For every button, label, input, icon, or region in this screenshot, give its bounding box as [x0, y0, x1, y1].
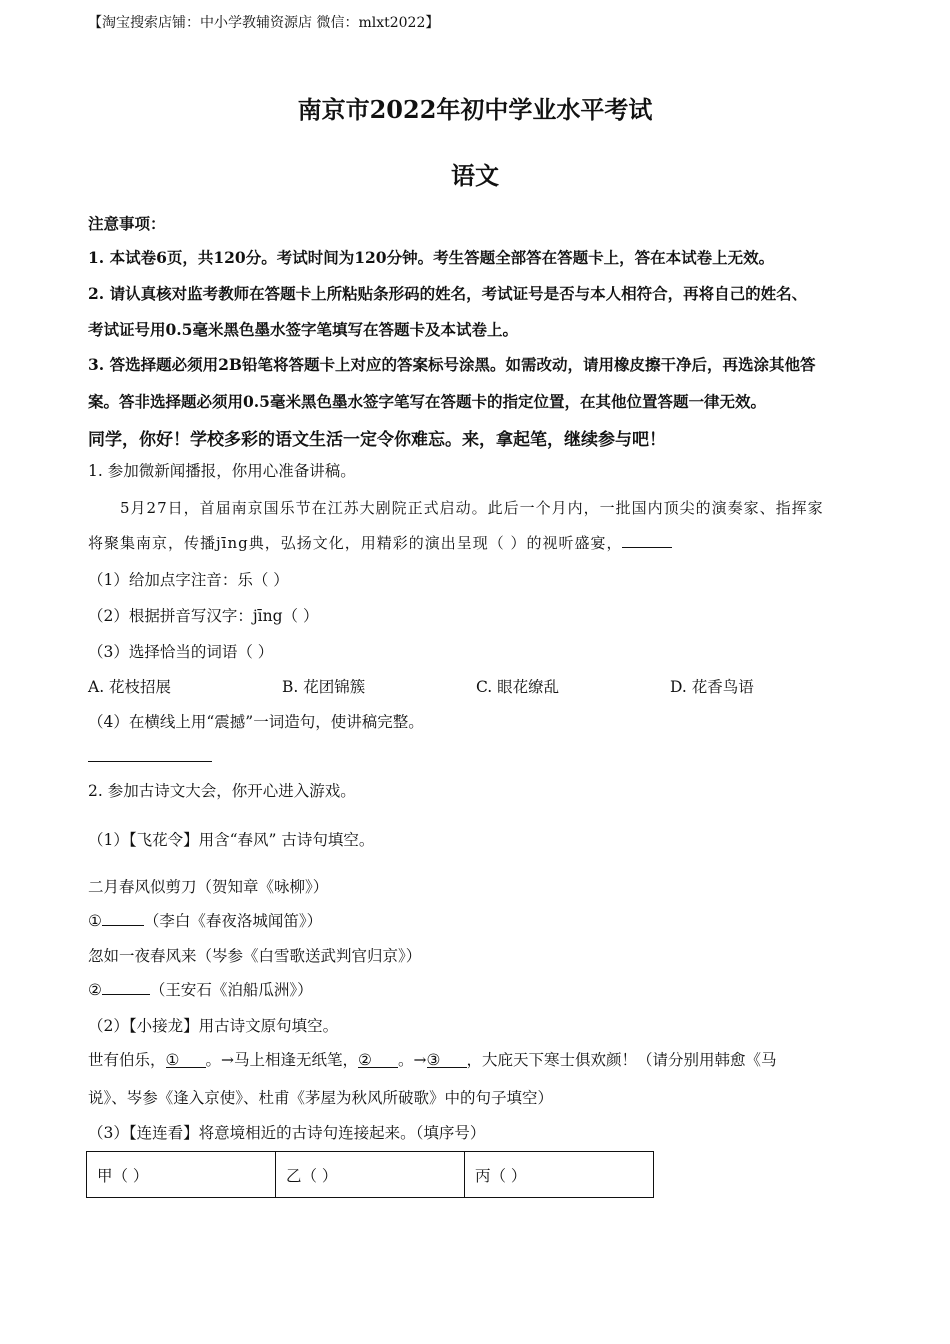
- notice-item-3a: 3. 答选择题必须用2B铅笔将答题卡上对应的答案标号涂黑。如需改动，请用橡皮擦干净后，再选涂其他答: [88, 355, 816, 374]
- blank-marker-2: ②: [88, 981, 102, 999]
- chain-text-c: 。→: [398, 1051, 427, 1069]
- match-cell-bing[interactable]: 丙（ ）: [465, 1152, 654, 1198]
- q1-sub-2: （2）根据拼音写汉字：jīng（ ）: [88, 607, 319, 625]
- match-cell-yi[interactable]: 乙（ ）: [276, 1152, 465, 1198]
- poem-source-1: （李白《春夜洛城闻笛》）: [143, 912, 323, 930]
- q2-chain-line-2: 说》、岑参《逢入京使》、杜甫《茅屋为秋风所破歌》中的句子填空）: [88, 1089, 554, 1107]
- q1-paragraph-line-2: [88, 532, 672, 553]
- chain-blank-3[interactable]: [427, 1051, 467, 1068]
- q2-chain-line-1: [88, 1048, 777, 1070]
- q2-stem: 2. 参加古诗文大会，你开心进入游戏。: [88, 782, 356, 800]
- header-note: 【淘宝搜索店铺：中小学教辅资源店 微信：mlxt2022】: [88, 15, 440, 31]
- q1-sub-1: （1）给加点字注音：乐（ ）: [88, 571, 289, 589]
- q1-paragraph-text: 将聚集南京，传播jīng典，弘扬文化，用精彩的演出呈现（ ）的视听盛宴，: [88, 534, 623, 552]
- notice-item-3b: 案。答非选择题必须用0.5毫米黑色墨水签字笔写在答题卡的指定位置，在其他位置答题一律无效。: [88, 392, 766, 411]
- chain-text-a: 世有伯乐，: [88, 1051, 166, 1069]
- q1-sub-4: （4）在横线上用“震撼”一词造句，使讲稿完整。: [88, 713, 424, 731]
- exam-title: 南京市2022年初中学业水平考试: [297, 95, 653, 124]
- notice-item-2a: 2. 请认真核对监考教师在答题卡上所粘贴条形码的姓名，考试证号是否与本人相符合，再将自己的姓名、: [88, 284, 808, 303]
- chain-marker-1: ①: [165, 1051, 180, 1069]
- q1-option-a: A. 花枝招展: [88, 678, 172, 696]
- exam-subject: 语文: [451, 161, 499, 190]
- chain-text-d: ，大庇天下寒士俱欢颜！（请分别用韩愈《马: [466, 1051, 777, 1069]
- poem-source-2: （王安石《泊船瓜洲》）: [149, 981, 313, 999]
- blank-marker-1: ①: [88, 912, 102, 930]
- poem-blank-1[interactable]: [102, 910, 144, 927]
- match-cell-jia[interactable]: 甲（ ）: [87, 1152, 276, 1198]
- chain-marker-2: ②: [358, 1051, 372, 1069]
- chain-blank-1[interactable]: [166, 1051, 206, 1068]
- notice-heading: 注意事项：: [88, 214, 166, 233]
- notice-item-2b: 考试证号用0.5毫米黑色墨水签字笔填写在答题卡及本试卷上。: [88, 320, 518, 339]
- q1-paragraph-line-1: 5月27日，首届南京国乐节在江苏大剧院正式启动。此后一个月内，一批国内顶尖的演奏家、指挥家: [120, 499, 824, 517]
- notice-item-1: 1. 本试卷6页，共120分。考试时间为120分钟。考生答题全部答在答题卡上，答在本试卷上无效。: [88, 248, 775, 267]
- chain-text-b: 。→马上相逢无纸笔，: [205, 1051, 359, 1069]
- q2-poem-line-1: 二月春风似剪刀（贺知章《咏柳》）: [88, 878, 329, 896]
- q1-sub-3: （3）选择恰当的词语（ ）: [88, 643, 274, 661]
- chain-blank-2[interactable]: [358, 1051, 398, 1068]
- q2-poem-line-3: 忽如一夜春风来（岑参《白雪歌送武判官归京》）: [88, 947, 422, 965]
- q2-sub-1: （1）【飞花令】用含“春风” 古诗句填空。: [88, 831, 375, 849]
- q2-poem-line-4: [88, 978, 313, 1000]
- q1-option-c: C. 眼花缭乱: [476, 678, 560, 696]
- poem-blank-2[interactable]: [102, 979, 150, 996]
- chain-marker-3: ③: [426, 1051, 441, 1069]
- q2-poem-line-2: [88, 909, 322, 931]
- match-table: [86, 1151, 654, 1198]
- q2-sub-3: （3）【连连看】将意境相近的古诗句连接起来。（填序号）: [88, 1124, 486, 1142]
- q1-option-b: B. 花团锦簇: [282, 678, 366, 696]
- q1-sentence-blank[interactable]: [622, 532, 672, 548]
- q1-stem: 1. 参加微新闻播报，你用心准备讲稿。: [88, 462, 356, 480]
- greeting: 同学，你好！学校多彩的语文生活一定令你难忘。来，拿起笔，继续参与吧！: [88, 430, 666, 450]
- q1-answer-line[interactable]: [88, 761, 212, 762]
- q1-option-d: D. 花香鸟语: [670, 678, 754, 696]
- q2-sub-2: （2）【小接龙】用古诗文原句填空。: [88, 1017, 339, 1035]
